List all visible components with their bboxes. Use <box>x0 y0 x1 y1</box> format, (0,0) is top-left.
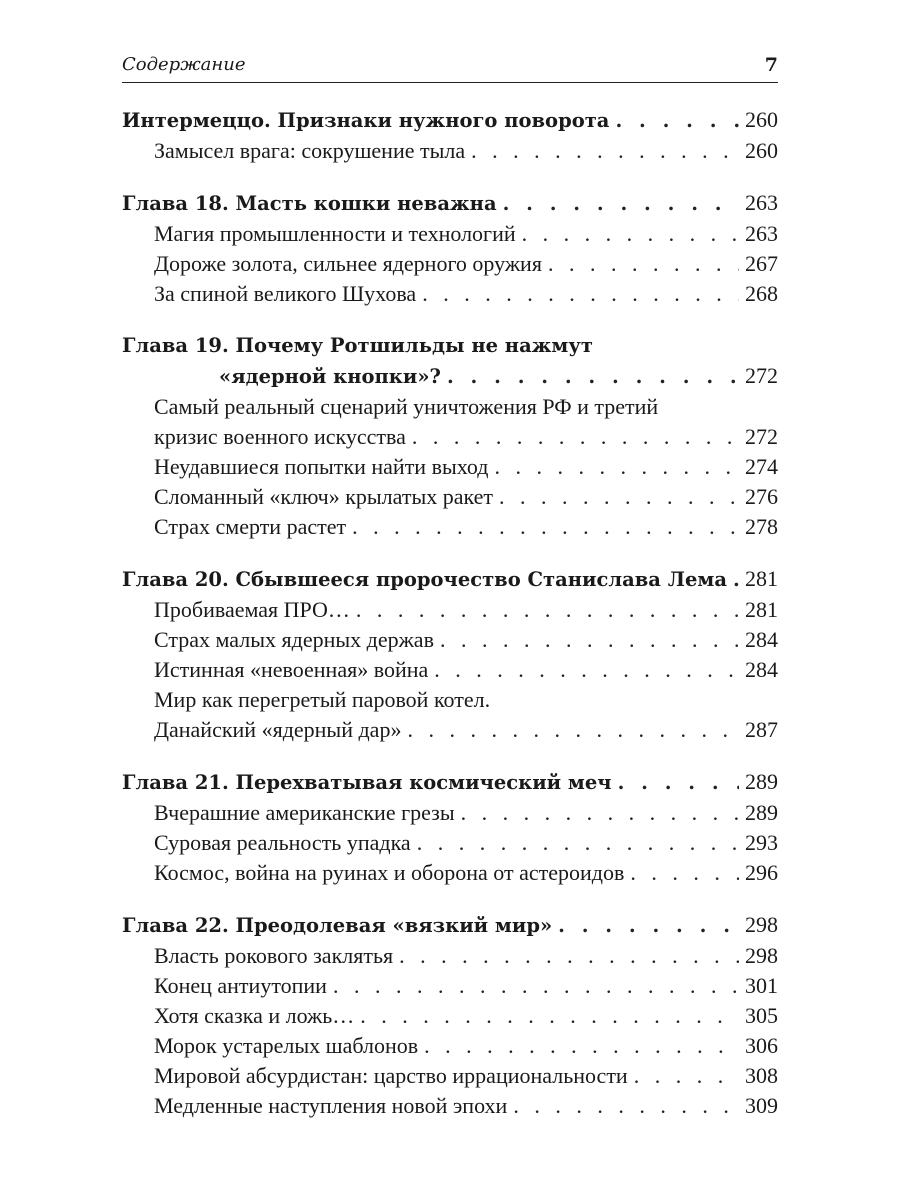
section-title: Суровая реальность упадка <box>154 830 411 855</box>
section-title: Власть рокового заклятья <box>154 943 394 968</box>
section-entry <box>122 482 778 512</box>
leader-dots <box>412 422 739 452</box>
section-entry <box>122 249 778 279</box>
leader-dots <box>634 1061 739 1091</box>
section-title: Морок устарелых шаблонов <box>154 1033 419 1058</box>
section-entry <box>122 715 778 745</box>
section-entry <box>122 1001 778 1031</box>
toc-chapter <box>122 564 778 745</box>
section-title: Страх малых ядерных держав <box>154 627 434 652</box>
leader-dots <box>471 136 739 166</box>
leader-dots <box>447 362 739 392</box>
section-page-number: 298 <box>745 943 778 968</box>
section-title: Истинная «невоенная» война <box>154 657 429 682</box>
section-entry <box>122 655 778 685</box>
leader-dots <box>548 249 739 279</box>
chapter-title: «ядерной кнопки»? <box>219 365 441 388</box>
section-entry <box>122 279 778 309</box>
section-entry <box>122 941 778 971</box>
leader-dots <box>356 595 739 625</box>
chapter-title-line: Глава 19. Почему Ротшильды не нажмут <box>122 334 593 357</box>
leader-dots <box>434 655 739 685</box>
section-title: Медленные наступления новой эпохи <box>154 1093 508 1118</box>
section-page-number: 274 <box>745 454 778 479</box>
section-entry <box>122 828 778 858</box>
leader-dots <box>558 911 739 941</box>
section-page-number: 284 <box>745 657 778 682</box>
leader-dots <box>422 279 739 309</box>
chapter-title: Глава 22. Преодолевая «вязкий мир» <box>122 914 553 937</box>
chapter-page-number: 289 <box>745 769 778 794</box>
section-page-number: 289 <box>745 800 778 825</box>
section-title: Хотя сказка и ложь… <box>154 1003 355 1028</box>
chapter-entry <box>122 105 778 136</box>
leader-dots <box>618 768 739 798</box>
section-entry <box>122 971 778 1001</box>
section-title: Страх смерти растет <box>154 514 347 539</box>
chapter-title: Глава 21. Перехватывая космический меч <box>122 771 612 794</box>
section-entry <box>122 595 778 625</box>
leader-dots <box>499 482 739 512</box>
section-title: Неудавшиеся попытки найти выход <box>154 454 489 479</box>
chapter-entry <box>122 188 778 219</box>
section-title: Конец антиутопии <box>154 973 327 998</box>
leader-dots <box>399 941 739 971</box>
toc-chapter <box>122 767 778 888</box>
section-entry <box>122 422 778 452</box>
section-entry <box>122 1031 778 1061</box>
chapter-entry <box>122 361 778 392</box>
section-page-number: 278 <box>745 514 778 539</box>
section-page-number: 276 <box>745 484 778 509</box>
toc-chapter <box>122 188 778 309</box>
toc-chapter <box>122 910 778 1121</box>
chapter-title: Глава 20. Сбывшееся пророчество Станислава Лема <box>122 568 727 591</box>
leader-dots <box>630 858 739 888</box>
chapter-entry <box>122 767 778 798</box>
leader-dots <box>333 971 739 1001</box>
leader-dots <box>440 625 739 655</box>
section-page-number: 308 <box>745 1063 778 1088</box>
section-page-number: 305 <box>745 1003 778 1028</box>
section-title: Данайский «ядерный дар» <box>154 717 402 742</box>
section-entry <box>122 512 778 542</box>
leader-dots <box>494 452 739 482</box>
section-page-number: 263 <box>745 221 778 246</box>
chapter-page-number: 272 <box>745 363 778 388</box>
leader-dots <box>352 512 739 542</box>
section-page-number: 267 <box>745 251 778 276</box>
chapter-page-number: 298 <box>745 912 778 937</box>
section-page-number: 260 <box>745 138 778 163</box>
running-header <box>122 54 778 83</box>
table-of-contents <box>122 105 778 1143</box>
chapter-title: Глава 18. Масть кошки неважна <box>122 192 497 215</box>
chapter-entry <box>122 564 778 595</box>
section-title: Замысел врага: сокрушение тыла <box>154 138 466 163</box>
section-entry <box>122 452 778 482</box>
section-title: Дороже золота, сильнее ядерного оружия <box>154 251 542 276</box>
leader-dots <box>513 1091 739 1121</box>
leader-dots <box>503 189 739 219</box>
section-entry <box>122 136 778 166</box>
toc-chapter <box>122 331 778 542</box>
section-title: Магия промышленности и технологий <box>154 221 516 246</box>
section-page-number: 281 <box>745 597 778 622</box>
chapter-page-number: 281 <box>745 566 778 591</box>
page-number: 7 <box>764 54 778 76</box>
section-page-number: 284 <box>745 627 778 652</box>
section-entry <box>122 1091 778 1121</box>
section-title: Вчерашние американские грезы <box>154 800 455 825</box>
leader-dots <box>615 106 739 136</box>
leader-dots <box>424 1031 739 1061</box>
section-entry <box>122 625 778 655</box>
section-title: Космос, война на руинах и оборона от астероидов <box>154 860 625 885</box>
section-title: Мировой абсурдистан: царство иррациональности <box>154 1063 628 1088</box>
section-title-line: Самый реальный сценарий уничтожения РФ и третий <box>154 394 659 419</box>
section-title: Сломанный «ключ» крылатых ракет <box>154 484 494 509</box>
leader-dots <box>461 798 739 828</box>
chapter-page-number: 260 <box>745 107 778 132</box>
leader-dots <box>522 219 739 249</box>
section-title-line: Мир как перегретый паровой котел. <box>154 687 491 712</box>
leader-dots <box>733 565 739 595</box>
section-page-number: 296 <box>745 860 778 885</box>
section-entry <box>122 219 778 249</box>
toc-chapter <box>122 105 778 166</box>
section-page-number: 287 <box>745 717 778 742</box>
section-page-number: 272 <box>745 424 778 449</box>
section-page-number: 293 <box>745 830 778 855</box>
leader-dots <box>417 828 739 858</box>
section-entry <box>122 1061 778 1091</box>
section-page-number: 309 <box>745 1093 778 1118</box>
section-page-number: 306 <box>745 1033 778 1058</box>
leader-dots <box>360 1001 739 1031</box>
chapter-page-number: 263 <box>745 190 778 215</box>
section-title: кризис военного искусства <box>154 424 406 449</box>
chapter-title: Интермеццо. Признаки нужного поворота <box>122 109 610 132</box>
chapter-entry <box>122 910 778 941</box>
leader-dots <box>407 715 739 745</box>
running-header-title: Содержание <box>122 54 246 75</box>
section-title: За спиной великого Шухова <box>154 281 417 306</box>
section-page-number: 268 <box>745 281 778 306</box>
section-page-number: 301 <box>745 973 778 998</box>
section-entry <box>122 858 778 888</box>
section-entry <box>122 798 778 828</box>
section-title: Пробиваемая ПРО… <box>154 597 350 622</box>
